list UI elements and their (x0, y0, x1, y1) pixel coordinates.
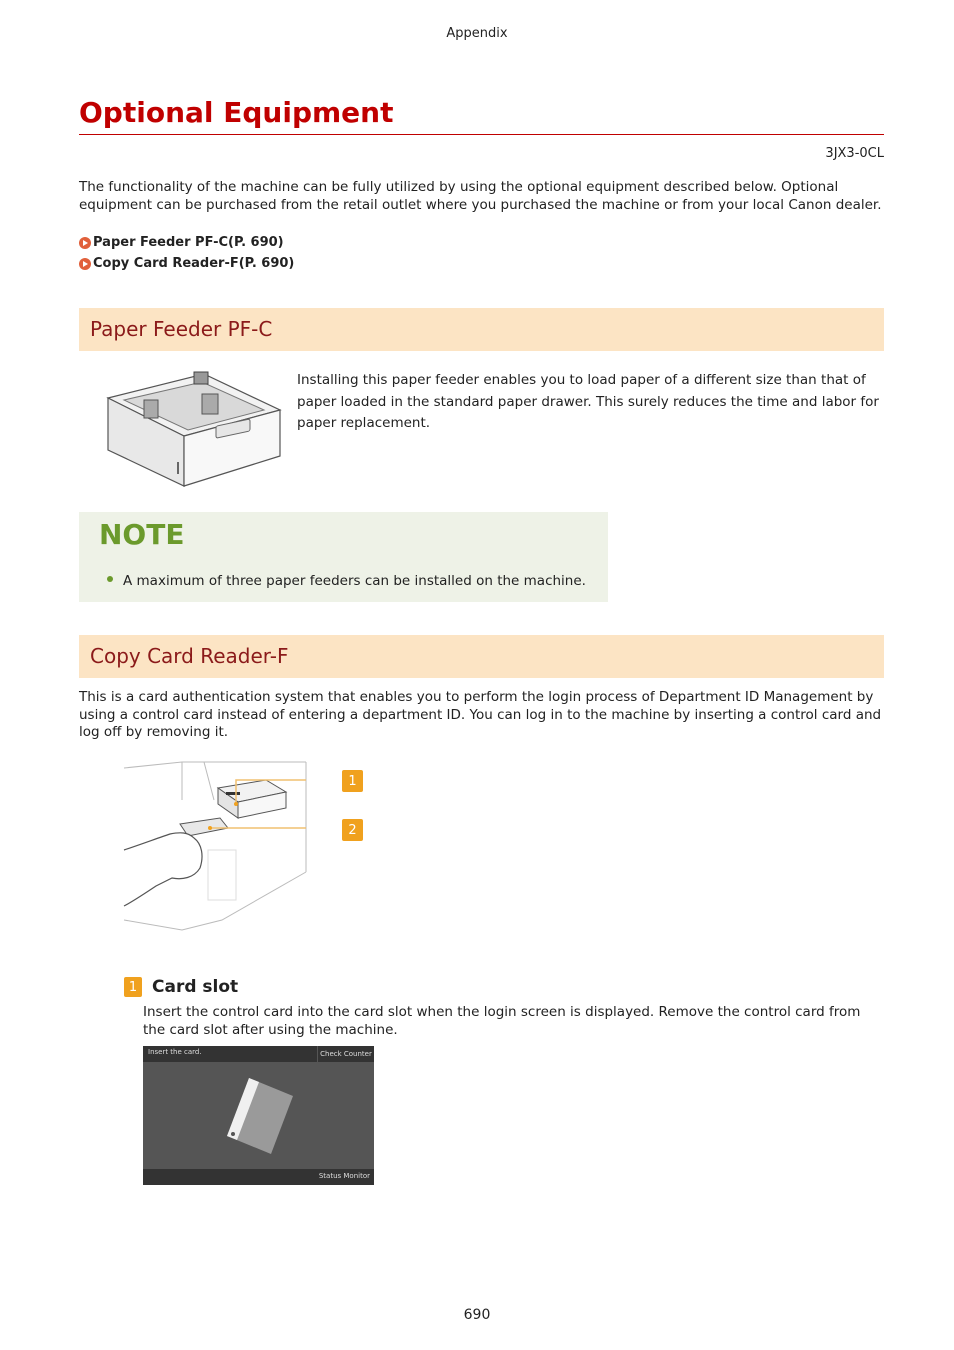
card-icon (225, 1076, 295, 1156)
note-title: NOTE (99, 518, 185, 551)
intro-paragraph: The functionality of the machine can be fully utilized by using the optional equipment described below. Optional equipment can be purchased from the retail outlet where you purchased the machine or from your local Canon dealer. (79, 179, 882, 213)
card-reader-description: This is a card authentication system that enables you to perform the login process of Department ID Management by using a control card instead of entering a department ID. You can log in to the machine by inserting a control card and log off by removing it. (79, 689, 882, 740)
check-counter-button: Check Counter (317, 1046, 374, 1062)
link-label: Paper Feeder PF-C(P. 690) (93, 235, 284, 250)
callout-2-badge: 2 (342, 819, 363, 841)
card-slot-heading (124, 977, 238, 997)
card-reader-illustration (122, 760, 312, 932)
card-slot-title: Card slot (152, 977, 239, 997)
note-item (107, 573, 586, 589)
section-header-card-reader: Copy Card Reader-F (79, 635, 884, 678)
paper-feeder-description: Installing this paper feeder enables you to load paper of a different size than that of paper loaded in the standard paper drawer. This surely reduces the time and labor for paper replacement. (297, 372, 879, 431)
page-number: 690 (463, 1307, 491, 1323)
card-slot-description: Insert the control card into the card slot when the login screen is displayed. Remove the control card from the card slot after using the machine. (143, 1004, 861, 1038)
callout-1-badge: 1 (124, 977, 142, 997)
screen-message: Insert the card. (148, 1048, 202, 1056)
note-item-text: A maximum of three paper feeders can be installed on the machine. (123, 573, 586, 589)
link-copy-card-reader[interactable] (79, 256, 294, 271)
page-title: Optional Equipment (79, 94, 884, 135)
green-dot-icon (107, 576, 113, 582)
note-box (79, 512, 608, 602)
link-label: Copy Card Reader-F(P. 690) (93, 256, 295, 271)
login-screen-image (143, 1046, 374, 1185)
right-arrow-circle-icon (79, 237, 91, 249)
running-header: Appendix (446, 26, 508, 41)
screen-bottom-bar (143, 1169, 374, 1185)
right-arrow-circle-icon (79, 258, 91, 270)
section-header-paper-feeder: Paper Feeder PF-C (79, 308, 884, 351)
doc-code: 3JX3-0CL (825, 146, 884, 161)
status-monitor-label: Status Monitor (318, 1172, 370, 1180)
callout-1-badge: 1 (342, 770, 363, 792)
link-paper-feeder[interactable] (79, 235, 284, 250)
screen-top-bar (143, 1046, 374, 1062)
paper-feeder-illustration (104, 370, 282, 490)
